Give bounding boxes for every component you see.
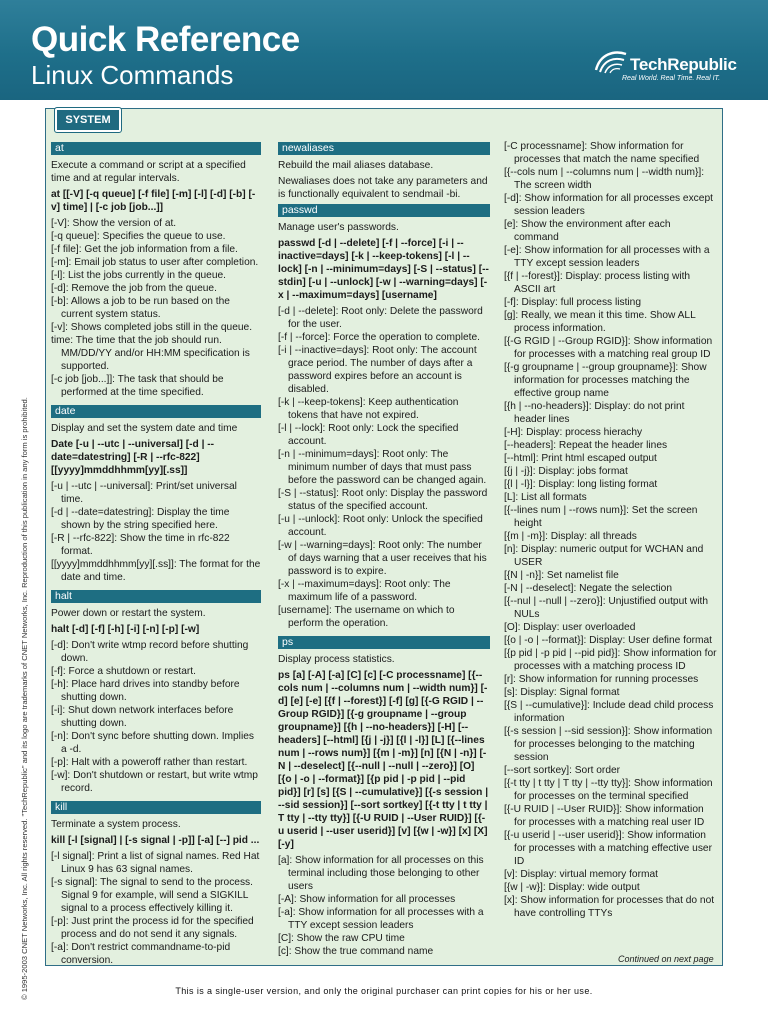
description-text: Execute a command or script at a specified time and at regular intervals. (51, 160, 246, 184)
option-entry: [{-s session | --sid session}]: Show information for processes belonging to the matching session (504, 726, 713, 763)
option-entry: [{-t tty | t tty | T tty | --tty tty}]: Show information for processes on the terminal specified (504, 778, 713, 802)
logo-brand: TechRepublic (630, 55, 737, 74)
option-entry: [-q queue]: Specifies the queue to use. (51, 231, 226, 242)
option-entry: [-i]: Shut down network interfaces before shutting down. (51, 705, 234, 729)
continued-note: Continued on next page (618, 954, 714, 964)
option-entry: [{h | --no-headers}]: Display: do not print header lines (504, 401, 685, 425)
option-entry: [{f | --forest}]: Display: process listing with ASCII art (504, 271, 691, 295)
option-entry: [-l]: List the jobs currently in the queue. (51, 270, 226, 281)
option-entry: [v]: Display: virtual memory format (504, 869, 658, 880)
description-text: Display and set the system date and time (51, 423, 238, 434)
command-syntax: Date [-u | --utc | --universal] [-d | --date=datestring] [-R | --rfc-822] [[yyyy]mmddhhmm[yy][.ss]] (51, 439, 215, 476)
option-entry: [-a]: Don't restrict commandname-to-pid conversion. (51, 942, 231, 966)
section-header: at (51, 142, 261, 155)
description-text: Newaliases does not take any parameters and is functionally equivalent to sendmail -bi. (278, 176, 488, 200)
option-entry: [{-U RUID | --User RUID}]: Show information for processes with a matching real user ID (504, 804, 705, 828)
option-entry: [{N | -n}]: Set namelist file (504, 570, 619, 581)
command-syntax: at [[-V] [-q queue] [-f file] [-m] [-l] [-d] [-b] [-v] time] | [-c job [job...]] (51, 189, 256, 213)
option-entry: [C]: Show the raw CPU time (278, 933, 405, 944)
option-entry: [s]: Display: Signal format (504, 687, 620, 698)
logo-tagline: Real World. Real Time. Real IT. (622, 75, 721, 82)
option-entry: [{p pid | -p pid | --pid pid}]: Show information for processes with a matching process ID (504, 648, 717, 672)
option-entry: [-d]: Remove the job from the queue. (51, 283, 217, 294)
command-syntax: passwd [-d | --delete] [-f | --force] [-i | --inactive=days] [-k | --keep-tokens] [-l | --lock] [-n | --minimum=days] [-S | --status] [--stdin] [-u | --unlock] [-w | --warning=days] [-x | --maximum=days] [username] (278, 238, 489, 301)
option-entry: [-f file]: Get the job information from a file. (51, 244, 238, 255)
option-entry: [-f]: Display: full process listing (504, 297, 642, 308)
column-middle (278, 142, 490, 958)
section-header: date (51, 405, 261, 418)
command-syntax: halt [-d] [-f] [-h] [-i] [-n] [-p] [-w] (51, 624, 200, 635)
option-entry: [-n | --minimum=days]: Root only: The minimum number of days that must pass before the password can be changed again. (278, 449, 487, 486)
option-entry: [e]: Show the environment after each command (504, 219, 671, 243)
option-entry: [-s signal]: The signal to send to the process. Signal 9 for example, will send a SIGKILL signal to a process effectively killing it. (51, 877, 253, 914)
option-entry: [username]: The username on which to perform the operation. (278, 605, 455, 629)
option-entry: [-h]: Place hard drives into standby before shutting down. (51, 679, 240, 703)
option-entry: time: The time that the job should run. MM/DD/YY and/or HH:MM specification is supported. (51, 335, 250, 372)
option-entry: [a]: Show information for all processes on this terminal including those belonging to other users (278, 855, 484, 892)
option-entry: [-l signal]: Print a list of signal names. Red Hat Linux 9 has 63 signal names. (51, 851, 260, 875)
footer-notice: This is a single-user version, and only the original purchaser can print copies for his or her use. (175, 986, 593, 996)
description-text: Rebuild the mail aliases database. (278, 160, 434, 171)
option-entry: [-d]: Don't write wtmp record before shutting down. (51, 640, 249, 664)
option-entry: [--headers]: Repeat the header lines (504, 440, 668, 451)
column-left (51, 142, 261, 967)
option-entry: [x]: Show information for processes that do not have controlling TTYs (504, 895, 715, 919)
option-entry: [-R | --rfc-822]: Show the time in rfc-822 format. (51, 533, 230, 557)
option-entry: [-n]: Don't sync before shutting down. Implies a -d. (51, 731, 254, 755)
section-header: ps (278, 636, 490, 649)
option-entry: [O]: Display: user overloaded (504, 622, 636, 633)
option-entry: [-H]: Display: process hierachy (504, 427, 643, 438)
option-entry: [-p]: Halt with a poweroff rather than restart. (51, 757, 248, 768)
option-entry: [-l | --lock]: Root only: Lock the specified account. (278, 423, 459, 447)
option-entry: [{-G RGID | --Group RGID}]: Show information for processes with a matching real group ID (504, 336, 713, 360)
option-entry: [{--lines num | --rows num}]: Set the screen height (504, 505, 698, 529)
option-entry: [-v]: Shows completed jobs still in the queue. (51, 322, 253, 333)
option-entry: [-w]: Don't shutdown or restart, but write wtmp record. (51, 770, 258, 794)
option-entry: [{w | -w}]: Display: wide output (504, 882, 640, 893)
option-entry: [{-g groupname | --group groupname}]: Show information for processes matching the effective group name (504, 362, 707, 399)
option-entry: [n]: Display: numeric output for WCHAN and USER (504, 544, 704, 568)
option-entry: [{--nul | --null | --zero}]: Unjustified output with NULs (504, 596, 709, 620)
option-entry: [{m | -m}]: Display: all threads (504, 531, 637, 542)
option-entry: [g]: Really, we mean it this time. Show ALL process information. (504, 310, 696, 334)
option-entry: [-b]: Allows a job to be run based on the current system status. (51, 296, 230, 320)
system-tab: SYSTEM (55, 108, 121, 132)
option-entry: [-u | --utc | --universal]: Print/set universal time. (51, 481, 237, 505)
description-text: Manage user's passwords. (278, 222, 399, 233)
option-entry: [-i | --inactive=days]: Root only: The account grace period. The number of days after a password expires before an account is disabled. (278, 345, 477, 395)
option-entry: [L]: List all formats (504, 492, 587, 503)
option-entry: [-w | --warning=days]: Root only: The number of days warning that a user receives that his password is to expire. (278, 540, 487, 577)
section-header: halt (51, 590, 261, 603)
option-entry: [-a]: Show information for all processes with a TTY except session leaders (278, 907, 484, 931)
copyright-notice: © 1995-2003 CNET Networks, Inc. All rights reserved. "TechRepublic" and its logo are trademarks of CNET Networks, Inc. Reproduction of this publication in any form is prohibited. (20, 397, 29, 1000)
option-entry: [{--cols num | --columns num | --width num}]: The screen width (504, 167, 705, 191)
logo-swirl-icon (592, 48, 632, 78)
command-syntax: ps [a] [-A] [-a] [C] [c] [-C processname] [{--cols num | --columns num | --width num}] [-d] [e] [-e] [{f | --forest}] [-f] [g] [{-G RGID | --Group RGID}] [{-g groupname | --group groupname}] [{h | --no-headers}] [-H] [--headers] [--html] [{j | -j}] [{l | -l}] [L] [{--lines num | --rows num}] [{m | -m}] [n] [{N | -n}] [-N | --deselect] [{--null | --null | --zero}] [O] [{o | -o | --format}] [{p pid | -p pid | --pid pid}] [r] [s] [{S | --cumulative}] [{-s session | --sid session}] [--sort sortkey] [{-t tty | t tty | T tty | --tty tty}] [{-U RUID | --User RUID}] [{-u userid | --user userid}] [v] [{w | -w}] [x] [X] [-y] (278, 670, 489, 850)
option-entry: [{l | -l}]: Display: long listing format (504, 479, 658, 490)
option-entry: [{S | --cumulative}]: Include dead child process information (504, 700, 714, 724)
option-entry: [-e]: Show information for all processes with a TTY except session leaders (504, 245, 710, 269)
column-right (504, 140, 718, 920)
option-entry: [-f]: Force a shutdown or restart. (51, 666, 196, 677)
option-entry: [-S | --status]: Root only: Display the password status of the specified account. (278, 488, 488, 512)
option-entry: [-u | --unlock]: Root only: Unlock the specified account. (278, 514, 483, 538)
header-banner (0, 0, 768, 100)
option-entry: [r]: Show information for running processes (504, 674, 699, 685)
option-entry: [[yyyy]mmddhhmm[yy][.ss]]: The format for the date and time. (51, 559, 261, 583)
option-entry: [-d]: Show information for all processes except session leaders (504, 193, 713, 217)
option-entry: [-A]: Show information for all processes (278, 894, 456, 905)
option-entry: [-N | --deselect]: Negate the selection (504, 583, 672, 594)
description-text: Terminate a system process. (51, 819, 181, 830)
option-entry: [-k | --keep-tokens]: Keep authentication tokens that have not expired. (278, 397, 459, 421)
option-entry: [{o | -o | --format}]: Display: User define format (504, 635, 712, 646)
section-header: kill (51, 801, 261, 814)
description-text: Power down or restart the system. (51, 608, 206, 619)
description-text: Display process statistics. (278, 654, 395, 665)
option-entry: [-c job [job...]]: The task that should be performed at the time specified. (51, 374, 224, 398)
option-entry: [-p]: Just print the process id for the specified process and do not send it any signals. (51, 916, 254, 940)
option-entry: [-d | --date=datestring]: Display the time shown by the string specified here. (51, 507, 230, 531)
option-entry: [--sort sortkey]: Sort order (504, 765, 621, 776)
option-entry: [c]: Show the true command name (278, 946, 434, 957)
option-entry: [-m]: Email job status to user after completion. (51, 257, 259, 268)
page-title: Quick Reference (31, 20, 300, 59)
page-subtitle: Linux Commands (31, 60, 234, 90)
command-syntax: kill [-l [signal] | [-s signal | -p]] [-a] [--] pid ... (51, 835, 260, 846)
option-entry: [-C processname]: Show information for processes that match the name specified (504, 141, 700, 165)
option-entry: [-f | --force]: Force the operation to complete. (278, 332, 480, 343)
option-entry: [{j | -j}]: Display: jobs format (504, 466, 628, 477)
option-entry: [--html]: Print html escaped output (504, 453, 657, 464)
section-header: newaliases (278, 142, 490, 155)
techrepublic-logo (592, 48, 742, 94)
option-entry: [-V]: Show the version of at. (51, 218, 177, 229)
section-header: passwd (278, 204, 490, 217)
option-entry: [-x | --maximum=days]: Root only: The maximum life of a password. (278, 579, 451, 603)
option-entry: [{-u userid | --user userid}]: Show information for processes with a matching effective user ID (504, 830, 712, 867)
option-entry: [-d | --delete]: Root only: Delete the password for the user. (278, 306, 483, 330)
